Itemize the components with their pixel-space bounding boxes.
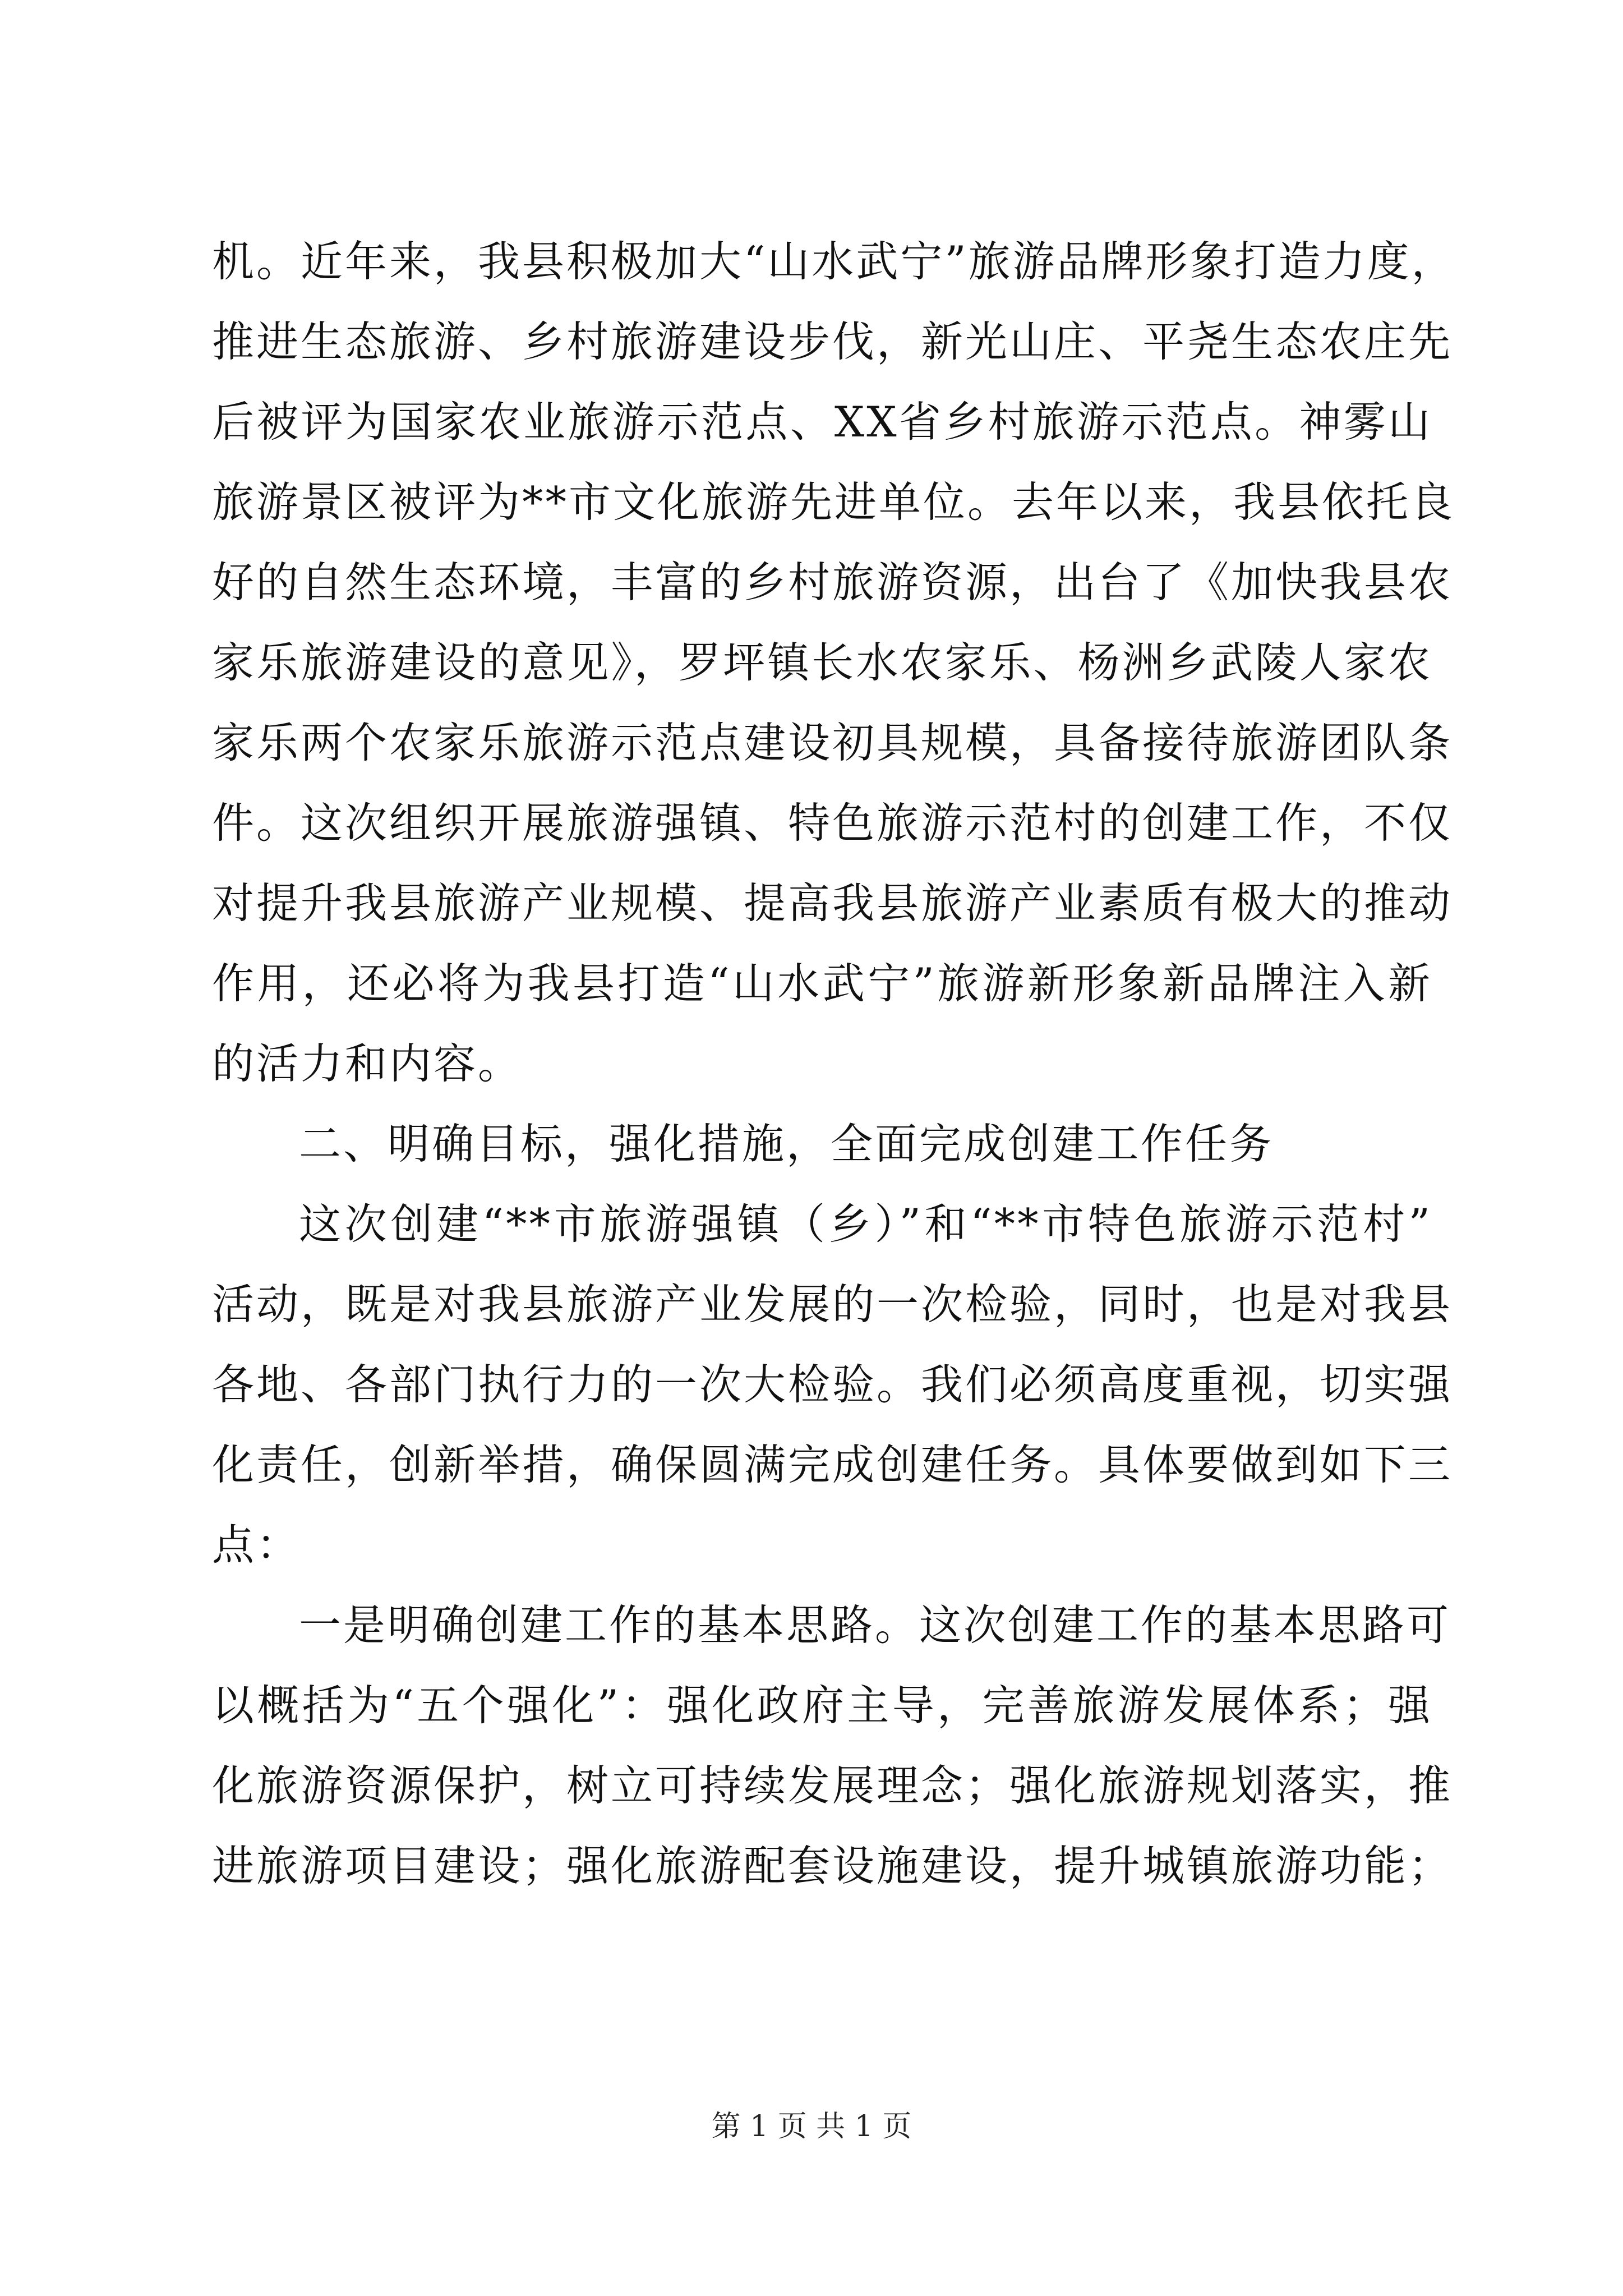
- text-line: 的活力和内容。: [212, 1039, 523, 1088]
- text-line: 点：: [212, 1520, 301, 1570]
- document-body: [212, 222, 1456, 1906]
- text-line: 机。近年来，我县积极加大“山水武宁”旅游品牌形象打造力度，: [212, 237, 1456, 286]
- text-line: 化责任，创新举措，确保圆满完成创建任务。具体要做到如下三: [212, 1440, 1453, 1489]
- text-line: 件。这次组织开展旅游强镇、特色旅游示范村的创建工作，不仅: [212, 798, 1453, 848]
- text-line: 家乐两个农家乐旅游示范点建设初具规模，具备接待旅游团队条: [212, 718, 1453, 767]
- page-number: 第 1 页 共 1 页: [711, 2110, 912, 2143]
- text-line: 推进生态旅游、乡村旅游建设步伐，新光山庄、平尧生态农庄先: [212, 317, 1453, 366]
- text-line: 好的自然生态环境，丰富的乡村旅游资源，出台了《加快我县农: [212, 558, 1453, 607]
- text-line: 对提升我县旅游产业规模、提高我县旅游产业素质有极大的推动: [212, 878, 1453, 928]
- text-line: 化旅游资源保护，树立可持续发展理念；强化旅游规划落实，推: [212, 1761, 1453, 1810]
- text-line: 进旅游项目建设；强化旅游配套设施建设，提升城镇旅游功能；: [212, 1841, 1453, 1890]
- section-heading: 二、明确目标，强化措施，全面完成创建工作任务: [299, 1119, 1274, 1168]
- text-line: 一是明确创建工作的基本思路。这次创建工作的基本思路可: [299, 1600, 1451, 1650]
- text-line: 各地、各部门执行力的一次大检验。我们必须高度重视，切实强: [212, 1360, 1453, 1409]
- text-line: 家乐旅游建设的意见》，罗坪镇长水农家乐、杨洲乡武陵人家农: [212, 638, 1432, 687]
- text-line: 作用，还必将为我县打造“山水武宁”旅游新形象新品牌注入新: [212, 959, 1432, 1008]
- text-line: 后被评为国家农业旅游示范点、XX省乡村旅游示范点。神雾山: [212, 397, 1432, 447]
- text-line: 活动，既是对我县旅游产业发展的一次检验，同时，也是对我县: [212, 1280, 1453, 1329]
- page-footer: [0, 2102, 1623, 2145]
- text-line: 旅游景区被评为**市文化旅游先进单位。去年以来，我县依托良: [212, 477, 1455, 527]
- text-line: 以概括为“五个强化”：强化政府主导，完善旅游发展体系；强: [212, 1681, 1432, 1730]
- text-line: 这次创建“**市旅游强镇（乡）”和“**市特色旅游示范村”: [299, 1199, 1432, 1249]
